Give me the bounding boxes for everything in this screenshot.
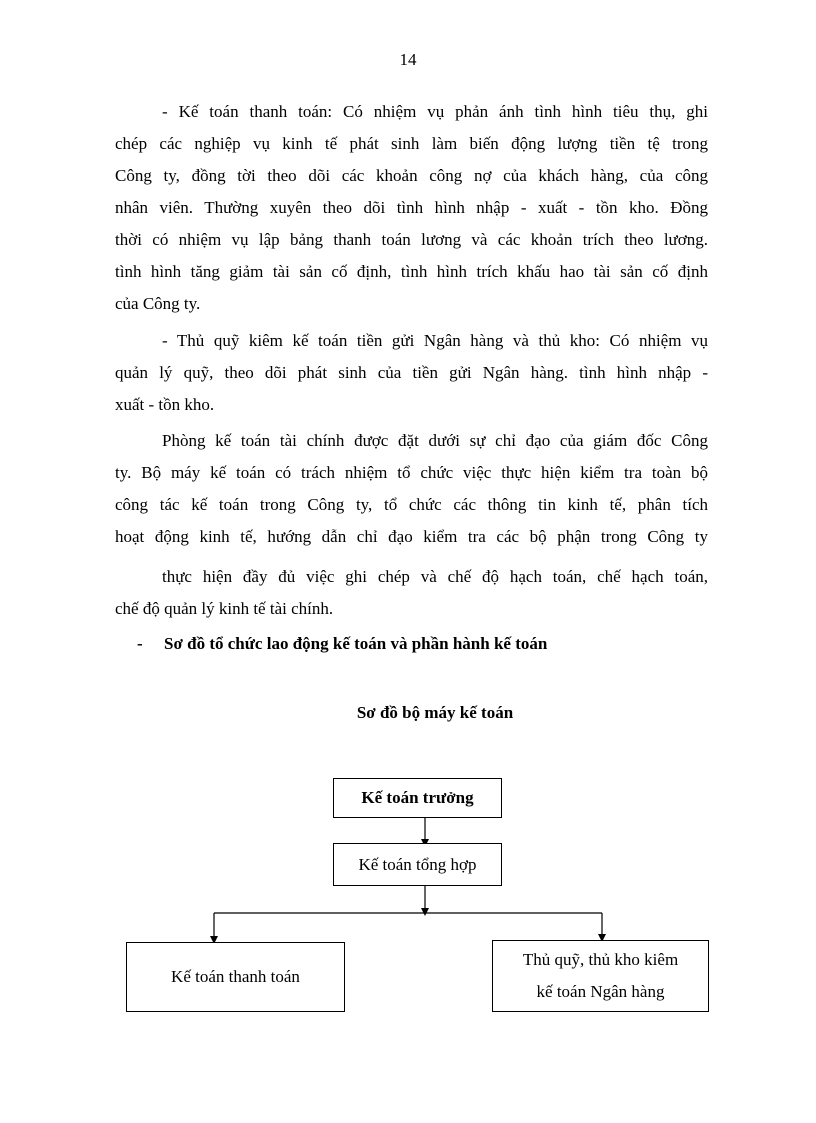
node-chief-accountant-label: Kế toán trưởng [361,788,474,807]
node-general-accountant-label: Kế toán tổng hợp [358,854,477,874]
text-line: hoạt động kinh tế, hướng dẫn chỉ đạo kiểm tra các bộ phận trong Công ty [115,527,708,546]
text-line: ty. Bộ máy kế toán có trách nhiệm tổ chức việc thực hiện kiểm tra toàn bộ [115,463,708,482]
text-line: của Công ty. [115,294,201,313]
node-payment-accountant-label: Kế toán thanh toán [171,967,300,986]
node-treasurer-label-line2: kế toán Ngân hàng [536,982,665,1001]
text-line: tình hình tăng giảm tài sản cố định, tình hình trích khấu hao tài sản cố định [115,262,708,281]
text-line: quản lý quỹ, theo dõi phát sinh của tiền gửi Ngân hàng. tình hình nhập - [115,363,708,382]
text-line: - Thủ quỹ kiêm kế toán tiền gửi Ngân hàng và thủ kho: Có nhiệm vụ [162,331,708,350]
text-line: nhân viên. Thường xuyên theo dõi tình hình nhập - xuất - tồn kho. Đồng [115,198,708,217]
diagram-title: Sơ đồ bộ máy kế toán [356,703,514,722]
text-line: công tác kế toán trong Công ty, tổ chức các thông tin kinh tế, phân tích [115,495,708,514]
text-line: xuất - tồn kho. [115,395,215,414]
text-line: Công ty, đồng tời theo dõi các khoản công nợ của khách hàng, của công [115,166,708,185]
text-line: - Kế toán thanh toán: Có nhiệm vụ phản ánh tình hình tiêu thụ, ghi [162,102,708,121]
node-treasurer-label-line1: Thủ quỹ, thủ kho kiêm [522,950,679,969]
node-payment-accountant [126,942,345,1012]
text-line: thực hiện đầy đủ việc ghi chép và chế độ hạch toán, chế hạch toán, [162,567,708,586]
node-chief-accountant [333,778,502,818]
node-treasurer [492,940,709,1012]
text-line: chế độ quản lý kinh tế tài chính. [115,599,334,618]
text-line: Phòng kế toán tài chính được đặt dưới sự chỉ đạo của giám đốc Công [162,431,708,450]
node-general-accountant [333,843,502,886]
text-line: chép các nghiệp vụ kinh tế phát sinh làm biến động lượng tiền tệ trong [115,134,708,153]
section-heading-bullet: - [137,634,143,653]
section-heading: Sơ đồ tổ chức lao động kế toán và phần hành kế toán [164,634,548,653]
page-number: 14 [399,50,417,69]
text-line: thời có nhiệm vụ lập bảng thanh toán lương và các khoản trích theo lương. [115,230,708,249]
